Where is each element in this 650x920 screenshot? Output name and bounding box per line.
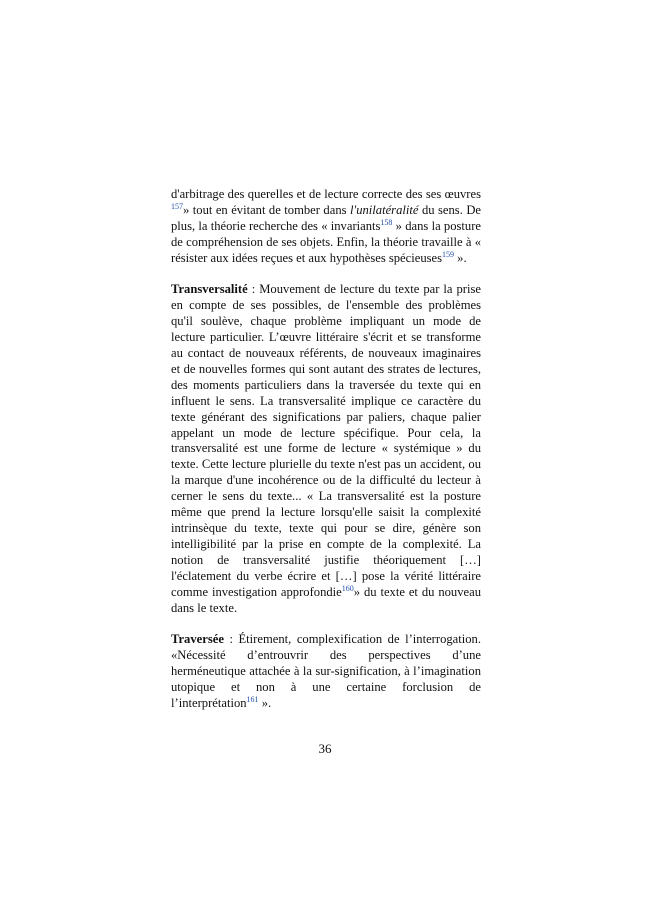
emphasis-text: l'unilatéralité (350, 202, 419, 217)
glossary-term: Traversée (171, 632, 224, 647)
page-body (171, 187, 481, 712)
paragraph-transversalite (171, 282, 481, 616)
paragraph-traversee (171, 632, 481, 712)
footnote-ref-160[interactable]: 160 (341, 583, 354, 593)
paragraph-gap (171, 616, 481, 632)
text: : Étirement, complexification de l’interrogation. «Nécessité d’entrouvrir des perspectives d’une herméneutique attachée à la sur-signification, à l’imagination utopique et non à une certaine forclusion de l’interprétation (171, 632, 481, 710)
text: » dans la posture de compréhension de ses objets. Enfin, la théorie travaille à « résister aux idées reçues et aux hypothèses spécieuses (171, 218, 481, 265)
text: » tout en évitant de tomber dans (183, 202, 350, 217)
paragraph-theory (171, 187, 481, 267)
text: du sens. De plus, la théorie recherche des « invariants (171, 202, 481, 233)
text: » du texte et du nouveau dans le texte. (171, 584, 481, 615)
page-number: 36 (318, 741, 332, 756)
text: d'arbitrage des querelles et de lecture correcte des ses œuvres (171, 187, 481, 201)
text: ». (454, 250, 467, 265)
paragraph-gap (171, 267, 481, 283)
text: ». (258, 695, 272, 710)
footnote-ref-158[interactable]: 158 (380, 217, 393, 227)
footnote-ref-161[interactable]: 161 (246, 694, 259, 704)
glossary-term: Transversalité (171, 282, 248, 297)
footnote-ref-157[interactable]: 157 (171, 201, 183, 211)
footnote-ref-159[interactable]: 159 (442, 249, 455, 259)
text: : Mouvement de lecture du texte par la prise en compte de ses possibles, de l'ensemble des problèmes qu'il soulève, chaque problème impliquant un mode de lecture particulier. L’œuvre littéraire s'écrit et se transforme au contact de nouveaux référents, de nouveaux imaginaires et de nouvelles formes qui sont autant des strates de lectures, des moments particuliers dans la traversée du texte qui en influent le sens. La transversalité implique ce caractère du texte générant des significations par paliers, chaque palier appelant un mode de lecture spécifique. Pour cela, la transversalité est une forme de lecture « systémique » du texte. Cette lecture plurielle du texte n'est pas un accident, ou la marque d'une incohérence ou de la difficulté du lecteur à cerner le sens du texte... « La transversalité est la posture même que prend la lecture lorsqu'elle saisit la complexité intrinsèque du texte, texte qui pour se dire, génère son intelligibilité par la prise en compte de la complexité. La notion de transversalité justifie théoriquement […] l'éclatement du verbe écrire et […] pose la vérité littéraire comme investigation approfondie (171, 282, 481, 599)
